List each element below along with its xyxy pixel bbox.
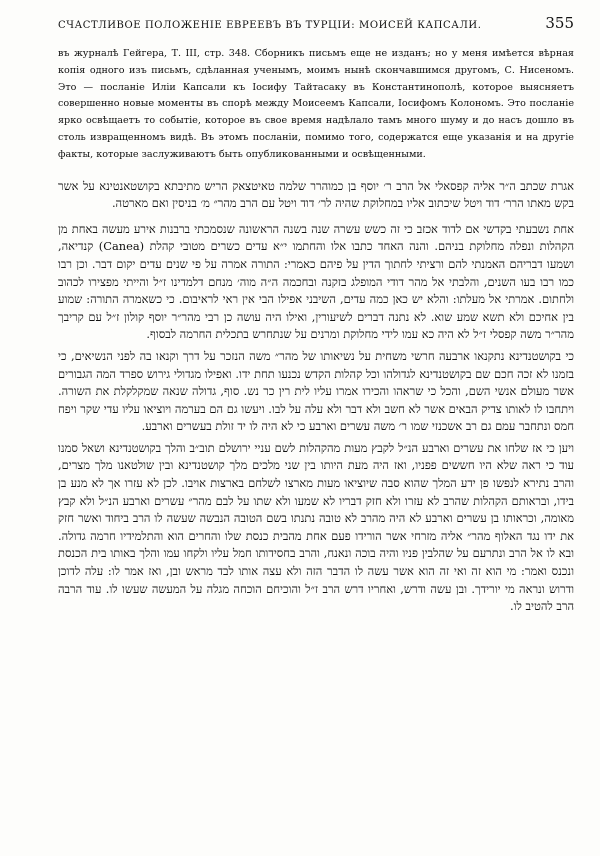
page-number: 355 <box>545 14 574 32</box>
hebrew-paragraph-1: אחת נשבעתי בקדשי אם לדוד אכזב כי זה כשש עשרה שנה בשנה הראשונה שנסמכתי ברבנות אירע מעשה באחת מן הקהלות ונפלה מחלוקת בניהם. והנה האחד כתבו אלו והחתמו י״א עדים כשרים מטובי קהלת (Canea) קנדיאה, ושמעו דבריהם האמנתי להם ורציתי לחתוך הדין על פיהם כאמרי: התורה אמרה על פי שנים עדים יקום דבר. וכן רבו כמו רבו בעו השנים, והלבתי אל מהר דודי המופלג בזקנה ובחכמה ה״ה מוה׳ מנחם דלמדינו ז״ל והייתי מפצירו לכהוב ולחתום. אמרתי אל מעלתו: והלא יש כאן כמה עדים, השיבני אפילו הבי אין ראי לראיבום. כי כשאמרה התורה: שמוע בין אחיכם ולא תשא שמע שוא. לא נתנה דברים לשיעורין, ואילו היה עושה כן רבי מהר״ר יוסף קולון ז״ל עם קריבך מהר״ר משה קפסלי ז״ל לא היה כא עמו לידי מחלוקת ומרנים על שנתחרש בתכלית החרמה לבסוף. <box>58 221 575 342</box>
hebrew-paragraph-3: ויען כי אז שלחו את עשרים וארבע הנ״ל לקבץ מעות מהקהלות לשם עניי ירושלם תוב״ב והלך בקושטנדינא ושאל סמנו עוד כי ראה שלא היו חששים פפניו, ואז היה מעת היותו בין שני מלכים מלך קושטנדינא ובין שולטאנו מלך מצרים, והרב נתירא לנפשו פן ידע המלך שהוא סבה שיוציאו מעות מארצו לשלחם בארצות אויבו. לכן לא עזרו אך לא מנע בן בידו, ובראותם הקהלות שהרב לא עזרו ולא חזק דבריו לא שמעו ולא שתו על לבם מהר״ עשרים וארבע הנ״ל ולא קבץ מאומה, וכראותו בן עשרים וארבע לא היה מהרב לא טובה נתנתו בשם הטובה הנבשה שעשה לו הרב ביחוד ואשר חזק את ידו נגד האלוף מהר״ אליה מזרחי אשר הורידו פעם אחת מהבית כנסת שלו והחרים הוא והתלמידיו חרמה גדולה. ובא לו אל הרב ונתרעם על שהלבין פניו והיה בוכה ונאנח, והרב בחסידותו חמל עליו ולקחו עמו והלך באותו בית הכנסת ונכנס ואמר: מי הוא זה ואי זה הוא אשר עשה לו הדבר הזה ולא עצה אותו לבד מראש ובן, ואז אמר לו: עלה לדוכן ודרוש ונראה מי יורידך. ובן עשה ודרש, ואחריו דרש הרב ז״ל והוכיחם הוכחה מגלה על המעשה שעשו לו. עוד הרבה הרב להטיב לו. <box>58 440 574 614</box>
running-header <box>58 14 574 40</box>
hebrew-lead: אגרת שכתב ה״ר אליה קפסאלי אל הרב ר׳ יוסף בן כמוהרר שלמה טאיטצאק הריש מתיבתא בקושטאנטינא על אשר בקש מאתו הרר׳ דוד ויטל שיכתוב אליו במחלוקת שהיה לר׳ דוד ויטל עם הרב מהר״ מ׳ בניסין ואם מארטה. <box>58 178 574 211</box>
running-title: СЧАСТЛИВОЕ ПОЛОЖЕНІЕ ЕВРЕЕВЪ ВЪ ТУРЦІИ: МОИСЕЙ КАПСАЛИ. <box>58 20 482 31</box>
russian-paragraph <box>58 46 574 164</box>
hebrew-letter <box>58 178 574 616</box>
intro-text: въ журналѣ Гейгера, Т. III, стр. 348. Сборникъ письмъ еще не изданъ; но у меня имѣется вѣрная копія одного изъ письмъ, сдѣланная ученымъ, моимъ нынѣ скончавшимся другомъ, С. Нисеномъ. Это — посланіе Иліи Капсали къ Іосифу Тайтасаку въ Константинополѣ, которое выясняетъ совершенно новые моменты въ спорѣ между Моисеемъ Капсали, Іосифомъ Колономъ. Это посланіе ярко освѣщаетъ то событіе, которое въ свое время надѣлало тамъ много шуму и до насъ дошло въ столь извращенномъ видѣ. Въ этомъ посланіи, помимо того, содержатся еще указанія и на другіе факты, которые заслуживаютъ быть опубликованными и освѣщенными. <box>58 48 574 160</box>
hebrew-paragraph-2: כי בקושטנדינא נתקנאו ארבעה חרשי משחית על נשיאותו של מהר״ משה הנזכר על דרך וקנאו בה לפני הנשיאים, כי בזמנו לא זכה חכם שם בקושטנדינא לגדולהו וכל קהלות הקדש נכנעו תחת ידו. ואפילו מגדולי גירוש ספרד המה הגבורים אשר מעולם אנשי השם, והכל כי שראהו והכירו אמרו עליו לית רין כר נש. סוף, גדולה שנאה שמקלקלת את השורה. ויתחבו לו לאותו צדיק הבאים אשר לא חשב ולא דבר ולא עלה על לבו. ויעשו גם הם בערמה ויוציאו עליו עדי שקר ויפח חמס ונתחבר עמם גם רב אשכנזי שמו ר׳ משה עשרים וארבע כי לא היה לו יד זולת בעשרים וארבע. <box>58 348 574 434</box>
